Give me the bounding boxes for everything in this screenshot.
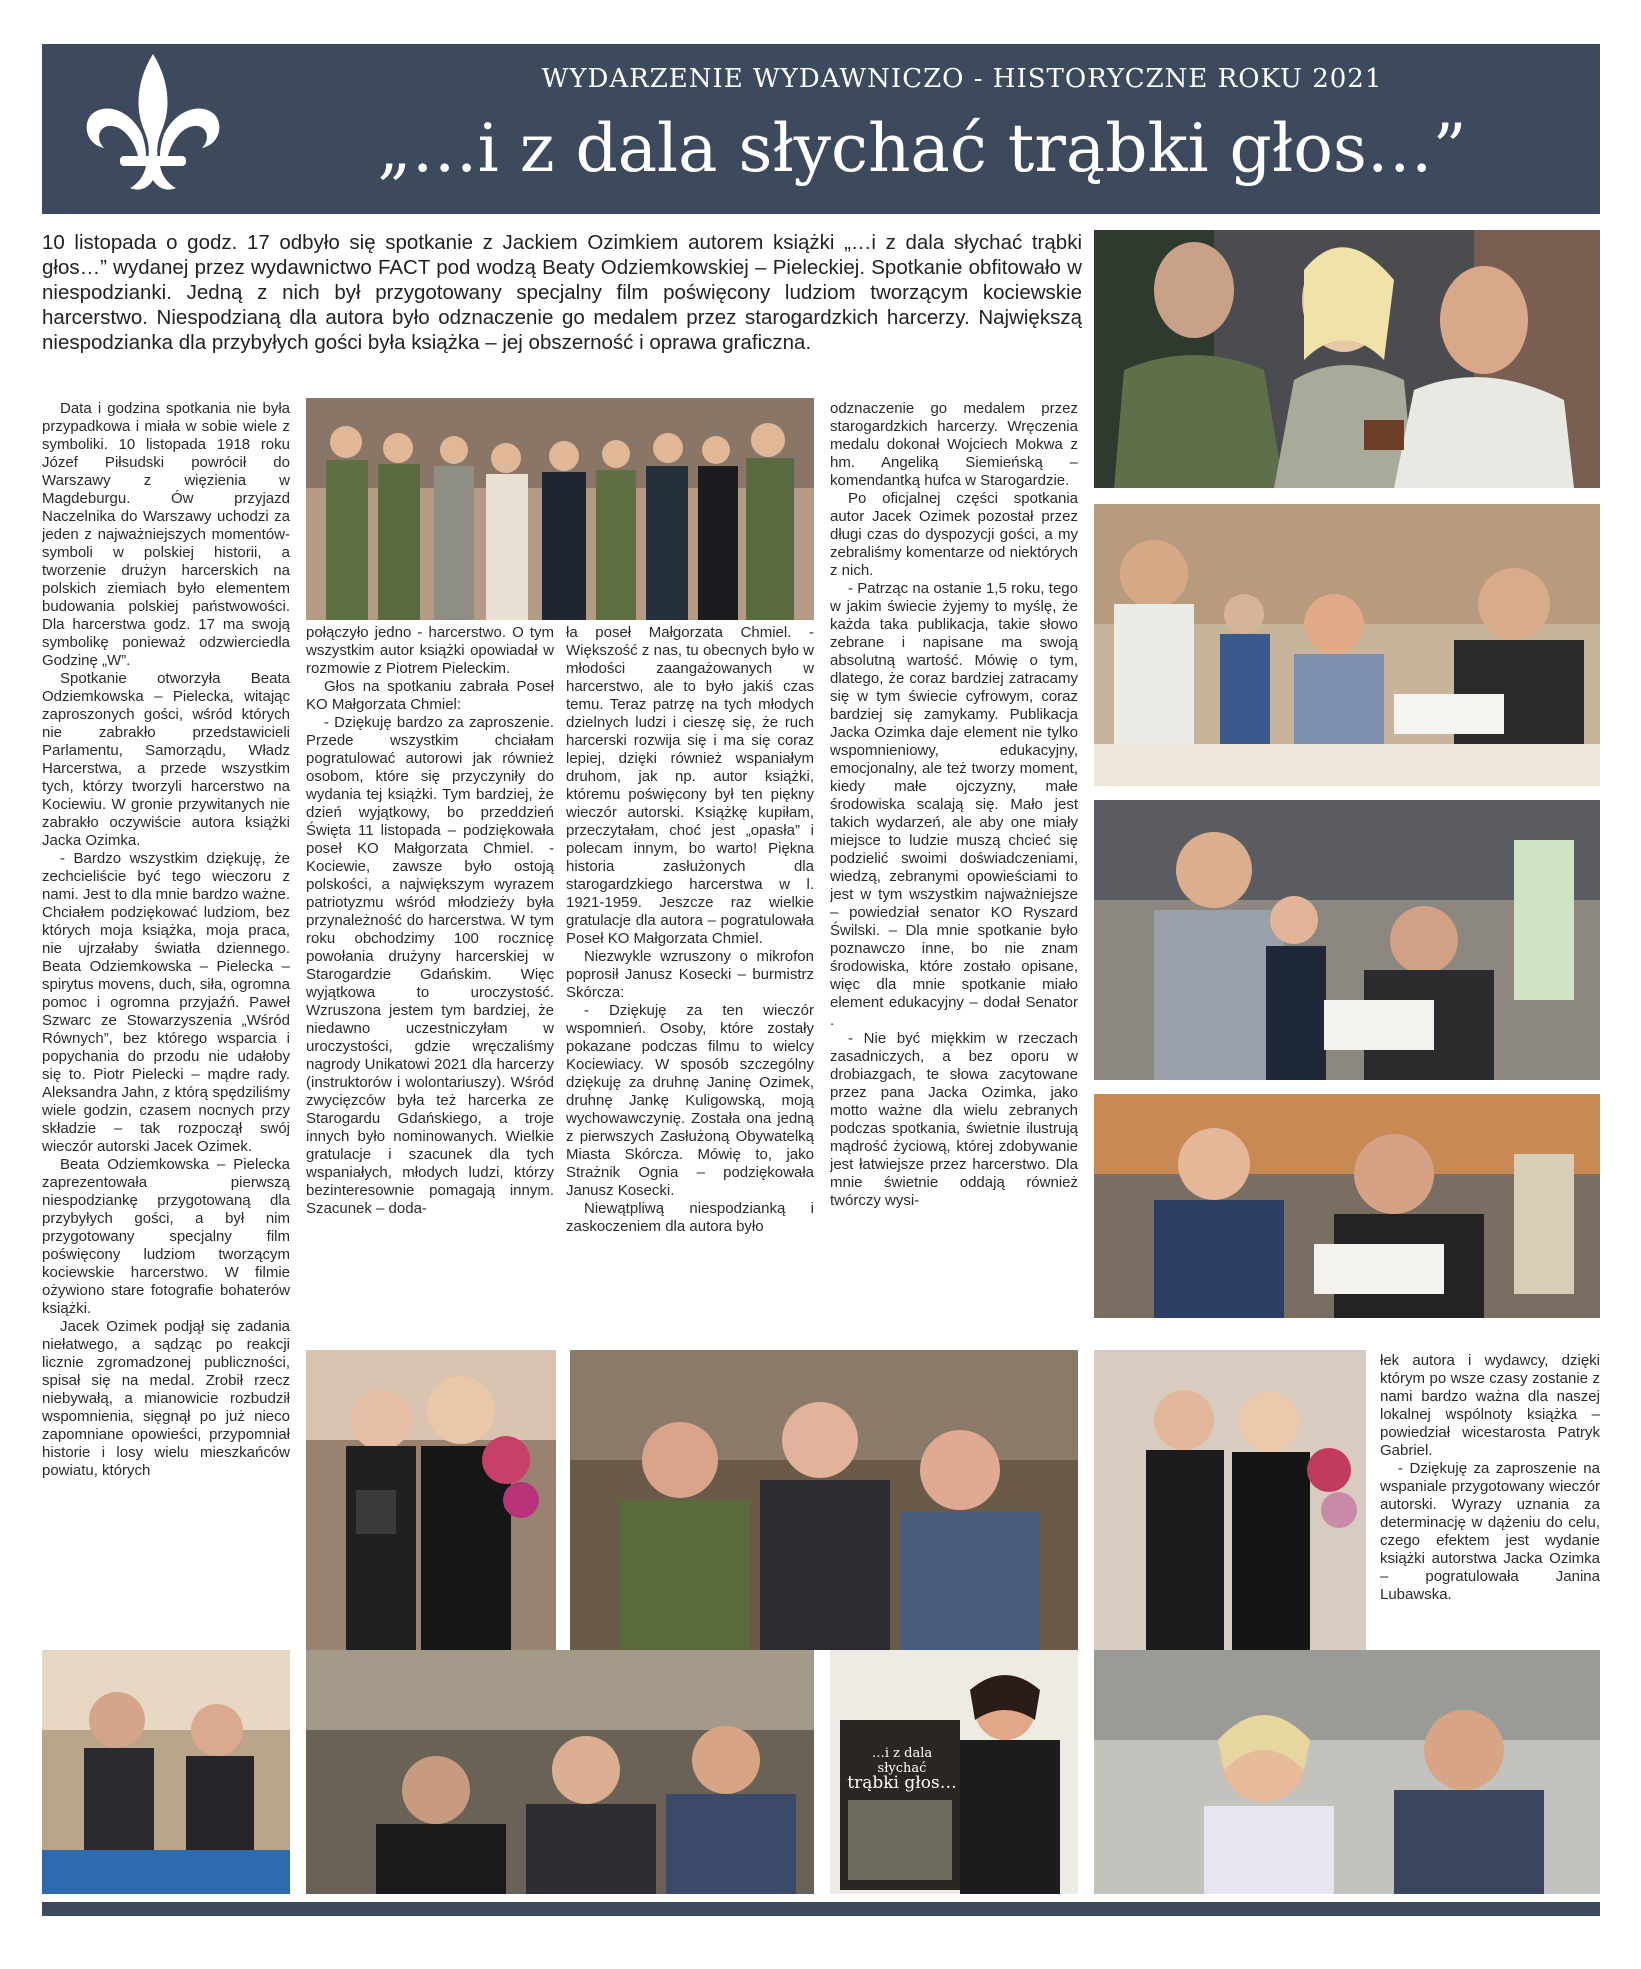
photo-medal-award	[1094, 230, 1600, 488]
paragraph: Niewątpliwą niespodzianką i zaskoczeniem dla autora było	[566, 1200, 814, 1235]
photo-stage-interview	[42, 1650, 290, 1894]
photo-elderly-guests	[570, 1350, 1078, 1650]
article-title: „…i z dala słychać trąbki głos…”	[377, 110, 1467, 187]
paragraph: Beata Odziemkowska – Pielecka zaprezentowała pierwszą niespodziankę przygotowaną dla przybyłych gości, a był nim przygotowany specjalny film poświęcony ludziom tworzącym kociewskie harcerstwo. W filmie ożywiono stare fotografie bohaterów książki.	[42, 1156, 290, 1317]
paragraph: Głos na spotkaniu zabrała Poseł KO Małgorzata Chmiel:	[306, 678, 554, 713]
paragraph: - Dziękuję bardzo za zaproszenie. Przede wszystkim chciałam pogratulować autorowi jak również osobom, które się przyczyniły do wydania tej książki. Tym bardziej, że dzień wyjątkowy, bo przeddzień Święta 11 listopada – podziękowała poseł KO Małgorzata Chmiel. - Kociewie, zawsze było ostoją polskości, a największym wyrazem patriotyzmu wśród młodzieży była przynależność do harcerstwa. W tym roku obchodzimy 100 rocznicę powołania drużyny harcerskiej w Starogardzie Gdańskim. Więc wyjątkowa to uroczystość. Wzruszona jestem tym bardziej, że niedawno uczestniczyłam w uroczystości, gdzie wręczaliśmy nagrody Unikatowi 2021 dla harcerzy (instruktorów i wolontariuszy). Wśród zwycięzców była też harcerka ze Starogardu Gdańskiego, a troje innych było nominowanych. Wielkie gratulacje i szacunek dla tych wspaniałych, młodych ludzi, którzy bezinteresownie pomagają innym. Szacunek – doda-	[306, 714, 554, 1217]
photo-woman-with-book	[830, 1650, 1078, 1894]
photo-audience-2	[1094, 1650, 1600, 1894]
photo-audience-1	[306, 1650, 814, 1894]
book-title-line-2: trąbki głos…	[847, 1773, 957, 1793]
text-column-5	[1380, 1352, 1600, 1642]
photo-book-signing-1	[1094, 504, 1600, 786]
text-column-4	[830, 400, 1078, 1338]
paragraph: łek autora i wydawcy, dzięki którym po wsze czasy zostanie z nami bardzo ważna dla naszej lokalnej wspólnoty książka – powiedział wicestarosta Patryk Gabriel.	[1380, 1352, 1600, 1459]
article-header	[42, 44, 1600, 214]
footer-bar	[42, 1902, 1600, 1916]
paragraph: Po oficjalnej części spotkania autor Jacek Ozimek pozostał przez długi czas do dyspozycji gości, a my zebraliśmy komentarze od niektórych z nich.	[830, 490, 1078, 579]
paragraph: odznaczenie go medalem przez starogardzkich harcerzy. Wręczenia medalu dokonał Wojciech Mokwa z hm. Angeliką Siemieńską – komendantką hufca w Starogardzie.	[830, 400, 1078, 489]
photo-women-flowers-2	[1094, 1350, 1366, 1650]
article-kicker: WYDARZENIE WYDAWNICZO - HISTORYCZNE ROKU 2021	[541, 64, 1383, 94]
paragraph: Jacek Ozimek podjął się zadania niełatwego, a sądząc po reakcji licznie zgromadzonej publiczności, spisał się na medal. Zrobił rzecz niebywałą, a mianowicie rozbudził wspomnienia, sięgnął po już nieco zapomniane opowieści, przypomniał historie i losy wielu mieszkańców powiatu, których	[42, 1318, 290, 1479]
lead-paragraph: 10 listopada o godz. 17 odbyło się spotkanie z Jackiem Ozimkiem autorem książki „…i z dala słychać trąbki głos…” wydanej przez wydawnictwo FACT pod wodzą Beaty Odziemkowskiej – Pieleckiej. Spotkanie obfitowało w niespodzianki. Jedną z nich był przygotowany specjalny film poświęcony ludziom tworzącym kociewskie harcerstwo. Niespodzianą dla autora było odznaczenie go medalem przez starogardzkich harcerzy. Największą niespodzianka dla przybyłych gości była książka – jej obszerność i oprawa graficzna.	[42, 231, 1082, 354]
paragraph: - Patrząc na ostanie 1,5 roku, tego w jakim świecie żyjemy to myślę, że każda taka publikacja, takie słowo zebrane i napisane ma swoją absolutną wartość. Mówię o tym, dlatego, że coraz bardziej zatracamy się w tym świecie cyfrowym, coraz bardziej się zamykamy. Publikacja Jacka Ozimka daje element nie tylko wspomnieniowy, edukacyjny, emocjonalny, ale też tworzy moment, kiedy małe ojczyzny, małe środowiska scalają się. Mało jest takich wydarzeń, ale aby one miały miejsce to ludzie muszą chcieć się podzielić swoimi doświadczeniami, wiedzą, zebranymi opowieściami to jest w tym wszystkim najważniejsze – powiedział senator KO Ryszard Świlski. – Dla mnie spotkanie było poznawczo inne, bo nie znam środowiska, które zostało opisane, więc dla mnie spotkanie miało element edukacyjny – dodał Senator .	[830, 580, 1078, 1029]
text-column-3	[566, 624, 814, 1338]
paragraph: - Nie być miękkim w rzeczach zasadniczych, a bez oporu w drobiazgach, te słowa zacytowane przez pana Jacka Ozimka, jako motto ważne dla wielu zebranych podczas spotkania, świetnie ilustrują mądrość życiową, której zdobywanie jest łatwiejsze przez harcerstwo. Dla mnie świetnie oddają również twórczy wysi-	[830, 1030, 1078, 1209]
photo-book-signing-3	[1094, 1094, 1600, 1318]
paragraph: - Dziękuję za zaproszenie na wspaniale przygotowany wieczór autorski. Wyrazy uznania za determinację w dążeniu do celu, czego efektem jest wydanie książki autorstwa Jacka Ozimka – pogratulowała Janina Lubawska.	[1380, 1460, 1600, 1603]
paragraph: Niezwykle wzruszony o mikrofon poprosił Janusz Kosecki – burmistrz Skórcza:	[566, 948, 814, 1001]
paragraph: Spotkanie otworzyła Beata Odziemkowska – Pielecka, witając zaproszonych gości, wśród których nie zabrakło przedstawicieli Parlamentu, Samorządu, Władz Harcerstwa, a przede wszystkim tych, którzy tworzyli harcerstwo na Kociewiu. W gronie przywitanych nie zabrakło oczywiście autora książki Jacka Ozimka.	[42, 670, 290, 849]
photo-group-scouts	[306, 398, 814, 620]
photo-book-signing-2	[1094, 800, 1600, 1080]
book-title-line-1: …i z dala słychać	[871, 1746, 933, 1776]
paragraph: Data i godzina spotkania nie była przypadkowa i miała w sobie wiele z symboliki. 10 listopada 1918 roku Józef Piłsudski powrócił do Warszawy z więzienia w Magdeburgu. Ów przyjazd Naczelnika do Warszawy uchodzi za jeden z najważniejszych momentów-symboli w polskiej historii, a tworzenie drużyn harcerskich na polskich ziemiach było elementem budowania polskiej państwowości. Dla harcerstwa godz. 17 ma swoją symbolikę ponieważ odzwierciedla Godzinę „W”.	[42, 400, 290, 669]
text-column-1	[42, 400, 290, 1636]
text-column-2	[306, 624, 554, 1338]
paragraph: - Bardzo wszystkim dziękuję, że zechcieliście być tego wieczoru z nami. Jest to dla mnie bardzo ważne. Chciałem podziękować ludziom, bez których moja książka, moja praca, nie ujrzałaby światła dziennego. Beata Odziemkowska – Pielecka – spirytus movens, duch, siła, ogromna pomoc i ogromna przyjaźń. Paweł Szwarc ze Stowarzyszenia „Wśród Równych”, bez którego wsparcia i popychania do przodu nie udałoby się to. Piotr Pielecki – mądre rady. Aleksandra Jahn, z którą spędziliśmy wiele godzin, czasem nocnych przy składzie – tak rozpoczął swój wieczór autorski Jacek Ozimek.	[42, 850, 290, 1155]
paragraph: połączyło jedno - harcerstwo. O tym wszystkim autor książki opowiadał w rozmowie z Piotrem Pieleckim.	[306, 624, 554, 677]
paragraph: ła poseł Małgorzata Chmiel. - Większość z nas, tu obecnych było w młodości zaangażowanych w harcerstwo, ale to było jakiś czas temu. Teraz patrzę na tych młodych dzielnych ludzi i cieszę się, że ruch harcerski rozwija się i ma się coraz lepiej, dzięki również wspaniałym druhom, jak np. autor książki, któremu poświęcony był ten piękny wieczór autorski. Książkę kupiłam, przeczytałam, choć jest „opasła” i polecam innym, bo warto! Piękna historia zasłużonych dla starogardzkiego harcerstwa w l. 1921-1959. Jeszcze raz wielkie gratulacje dla autora – pogratulowała Poseł KO Małgorzata Chmiel.	[566, 624, 814, 947]
paragraph: - Dziękuję za ten wieczór wspomnień. Osoby, które zostały pokazane podczas filmu to wielcy Kociewiacy. W sposób szczególny dziękuję za druhnę Janinę Ozimek, druhnę Jankę Kuligowską, moją wychowawczynię. Została ona jedną z pierwszych Zasłużoną Obywatelką Miasta Skórcza. Mówię to, jako Strażnik Ognia – podziękowała Janusz Kosecki.	[566, 1002, 814, 1199]
photo-women-flowers-1	[306, 1350, 556, 1650]
fleur-de-lis-icon	[78, 48, 228, 208]
book-cover-title	[846, 1746, 958, 1791]
